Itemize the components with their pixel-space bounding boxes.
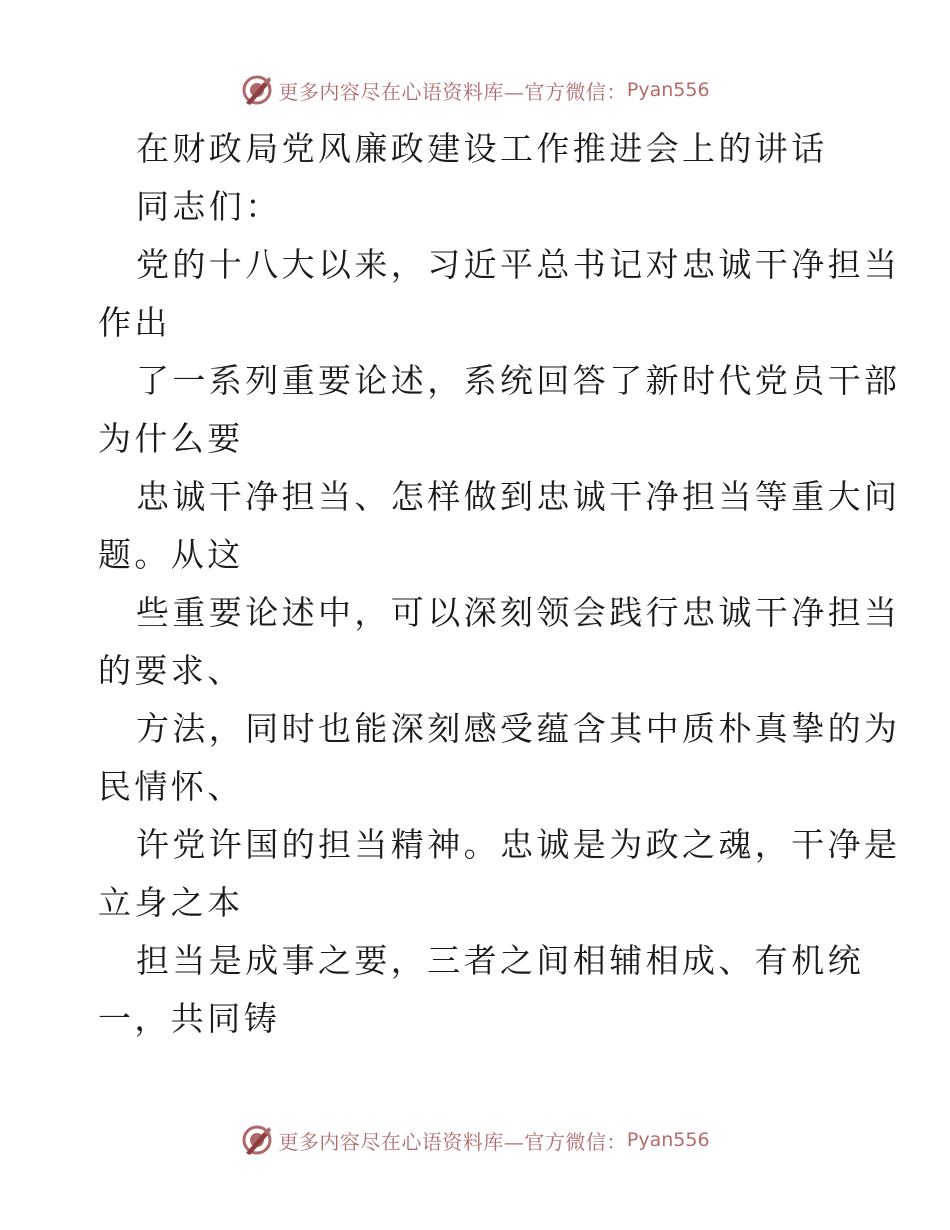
pen-logo-icon <box>240 1123 274 1157</box>
text-line: 党的十八大以来，习近平总书记对忠诚干净担当 <box>136 245 901 284</box>
text-line: 一，共同铸 <box>98 999 280 1038</box>
text-line: 许党许国的担当精神。忠诚是为政之魂，干净是 <box>136 825 901 864</box>
text-line: 了一系列重要论述，系统回答了新时代党员干部 <box>136 361 901 400</box>
text-line: 作出 <box>98 303 171 342</box>
text-line: 的要求、 <box>98 651 244 690</box>
header-watermark <box>0 70 950 110</box>
text-line: 同志们： <box>136 187 282 226</box>
text-line: 民情怀、 <box>98 767 244 806</box>
text-line: 方法，同时也能深刻感受蕴含其中质朴真挚的为 <box>136 709 901 748</box>
text-line: 为什么要 <box>98 419 244 458</box>
watermark-wechat-id: Pyan556 <box>626 1129 710 1151</box>
text-line: 立身之本 <box>98 883 244 922</box>
watermark-wechat-id: Pyan556 <box>626 79 710 101</box>
pen-logo-icon <box>240 73 274 107</box>
text-line: 些重要论述中，可以深刻领会践行忠诚干净担当 <box>136 593 901 632</box>
text-line: 题。从这 <box>98 535 244 574</box>
text-line: 忠诚干净担当、怎样做到忠诚干净担当等重大问 <box>136 477 901 516</box>
footer-watermark <box>0 1120 950 1160</box>
text-line: 担当是成事之要，三者之间相辅相成、有机统 <box>136 941 864 980</box>
document-title: 在财政局党风廉政建设工作推进会上的讲话 <box>136 129 828 168</box>
watermark-text: 更多内容尽在心语资料库—官方微信： <box>278 1129 627 1154</box>
watermark-text: 更多内容尽在心语资料库—官方微信： <box>278 79 627 104</box>
document-body <box>98 120 901 1048</box>
